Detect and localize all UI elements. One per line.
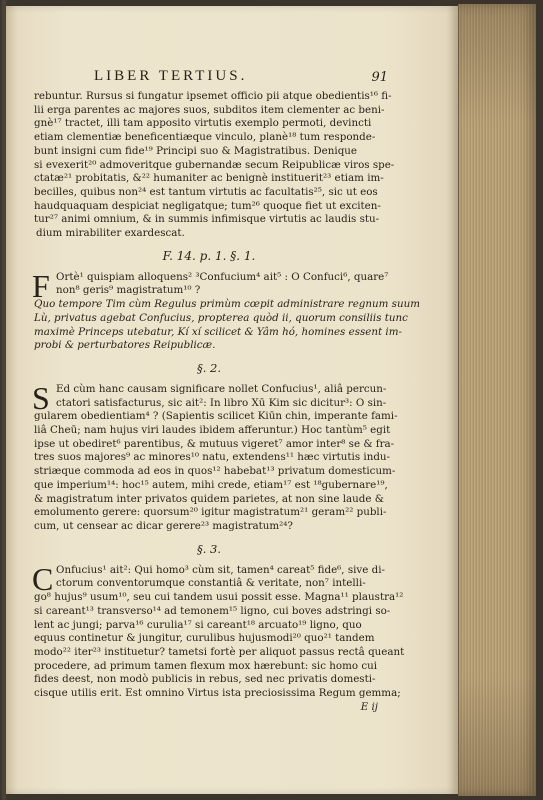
page-number: 91 [371, 70, 388, 85]
paragraph-confucius [32, 560, 405, 701]
text-line: cisque utilis erit. Est omnino Virtus ista preciosissima Regum gemma; [34, 687, 401, 700]
text-line: rebuntur. Rursus si fungatur ipsemet officio pii atque obedientis¹⁶ fi- [34, 90, 392, 102]
page-text [32, 68, 420, 713]
text-line: tur²⁷ animi omnium, & in summis infimisque virtutis ac laudis stu- [34, 213, 380, 226]
text-line: haudquaquam despiciat negligatque; tum²⁶ quoque fiet ut exciten- [34, 199, 381, 212]
text-line: ctorum conventorumque constantiâ & veritate, non⁷ intelli- [56, 577, 366, 590]
running-title: LIBER TERTIUS. [94, 68, 248, 84]
text-line: liâ Cheū; nam hujus viri laudes ibidem afferuntur.) Hoc tantùm⁵ egit [34, 424, 391, 437]
paragraph-sed [32, 379, 398, 534]
text-line: lii erga parentes ac majores suos, subditos item clementer ac beni- [34, 103, 385, 116]
text-line: bunt insigni cum fide¹⁹ Principi suo & Magistratibus. Denique [34, 144, 358, 157]
commentary-italic [34, 298, 420, 353]
drop-cap: C [32, 560, 54, 597]
drop-cap: F [32, 267, 50, 304]
text-line: ctatæ²¹ probitatis, &²² humaniter ac benignè instituerit²³ etiam im- [34, 172, 384, 185]
text-line: si evexerit²⁰ admoveritque gubernandæ secum Reipublicæ viros spe- [34, 158, 395, 171]
text-line: Lù, privatus agebat Confucius, propterea quòd ii, quorum consiliis tunc [34, 311, 408, 324]
section-heading: §. 3. [196, 541, 222, 556]
text-line: tres suos majores⁹ ac minores¹⁰ natu, extendens¹¹ hæc virtutis indu- [34, 451, 391, 464]
section-heading: F. 14. p. 1. §. 1. [162, 248, 256, 263]
text-line: go⁸ hujus⁹ usum¹⁰, seu cui tandem usui possit esse. Magna¹¹ plaustra¹² [34, 591, 404, 604]
text-line: Ed cùm hanc causam significare nollet Confucius¹, aliâ percun- [56, 382, 387, 395]
text-line: becilles, quibus non²⁴ est tantum virtutis ac facultatis²⁵, sic ut eos [34, 185, 378, 198]
text-line: probi & perturbatores Reipublicæ. [34, 339, 216, 352]
paragraph-continuation [34, 90, 395, 241]
text-line: procedere, ad primum tamen flexum mox hærebunt: sic homo cui [34, 659, 378, 672]
text-line: lent ac jungi; parva¹⁶ curulia¹⁷ si careant¹⁸ arcuato¹⁹ ligno, quo [34, 618, 362, 631]
text-line: cum, ut censear ac dicar gerere²³ magistratum²⁴? [34, 519, 293, 532]
text-line: Ortè¹ quispiam alloquens² ³Confucium⁴ ait⁵ : O Confuci⁶, quare⁷ [56, 270, 389, 283]
text-line: que imperium¹⁴: hoc¹⁵ autem, mihi crede, etiam¹⁷ est ¹⁸gubernare¹⁹, [34, 478, 388, 491]
text-line: etiam clementiæ beneficentiæque vinculo, planè¹⁸ tum responde- [34, 131, 376, 144]
text-line: modo²² iter²³ instituetur? tametsi fortè per aliquot passus rectâ queant [34, 645, 405, 658]
text-line: non⁸ geris⁹ magistratum¹⁰ ? [56, 284, 201, 297]
text-line: & magistratum inter privatos quidem parietes, at non sine laude & [34, 492, 384, 505]
book-page [6, 6, 458, 794]
text-line: ipse ut obediret⁶ parentibus, & mutuus vigeret⁷ amor inter⁸ se & fra- [34, 437, 395, 450]
text-line: maximè Princeps utebatur, Kí xí scilicet & Yâm hó, homines essent im- [34, 325, 402, 338]
text-line: gularem obedientiam⁴ ? (Sapientis scilicet Kiūn chin, imperante fami- [34, 410, 398, 423]
text-line: dium mirabiliter exardescat. [36, 227, 185, 240]
page-block-edge [458, 4, 536, 796]
text-line: emolumento gerere: quorsum²⁰ igitur magistratum²¹ geram²² publi- [34, 506, 387, 519]
text-line: si careant¹³ transverso¹⁴ ad temonem¹⁵ ligno, cui boves adstringi so- [34, 604, 391, 617]
drop-cap: S [32, 379, 50, 416]
catchword: E ij [360, 700, 378, 713]
paragraph-forte [32, 267, 389, 304]
text-line: ctatori satisfacturus, sic ait²: In libro Xū Kim sic dicitur³: O sin- [56, 396, 387, 409]
text-line: Onfucius¹ ait²: Qui homo³ cùm sit, tamen⁴ careat⁵ fide⁶, sive di- [56, 563, 385, 576]
text-line: gnè¹⁷ tractet, illi tam apposito virtutis exemplo permoti, devincti [34, 117, 372, 130]
text-line: striæque commoda ad eos in quos¹² habebat¹³ privatum domesticum- [34, 465, 396, 478]
text-line: equus continetur & jungitur, curulibus hujusmodi²⁰ quo²¹ tandem [34, 632, 375, 645]
page-header [34, 68, 388, 90]
section-heading: §. 2. [196, 360, 222, 375]
text-line: Quo tempore Tim cùm Regulus primùm cœpit administrare regnum suum [34, 298, 420, 311]
text-line: fides deest, non modò publicis in rebus, sed nec privatis domesti- [34, 673, 376, 686]
